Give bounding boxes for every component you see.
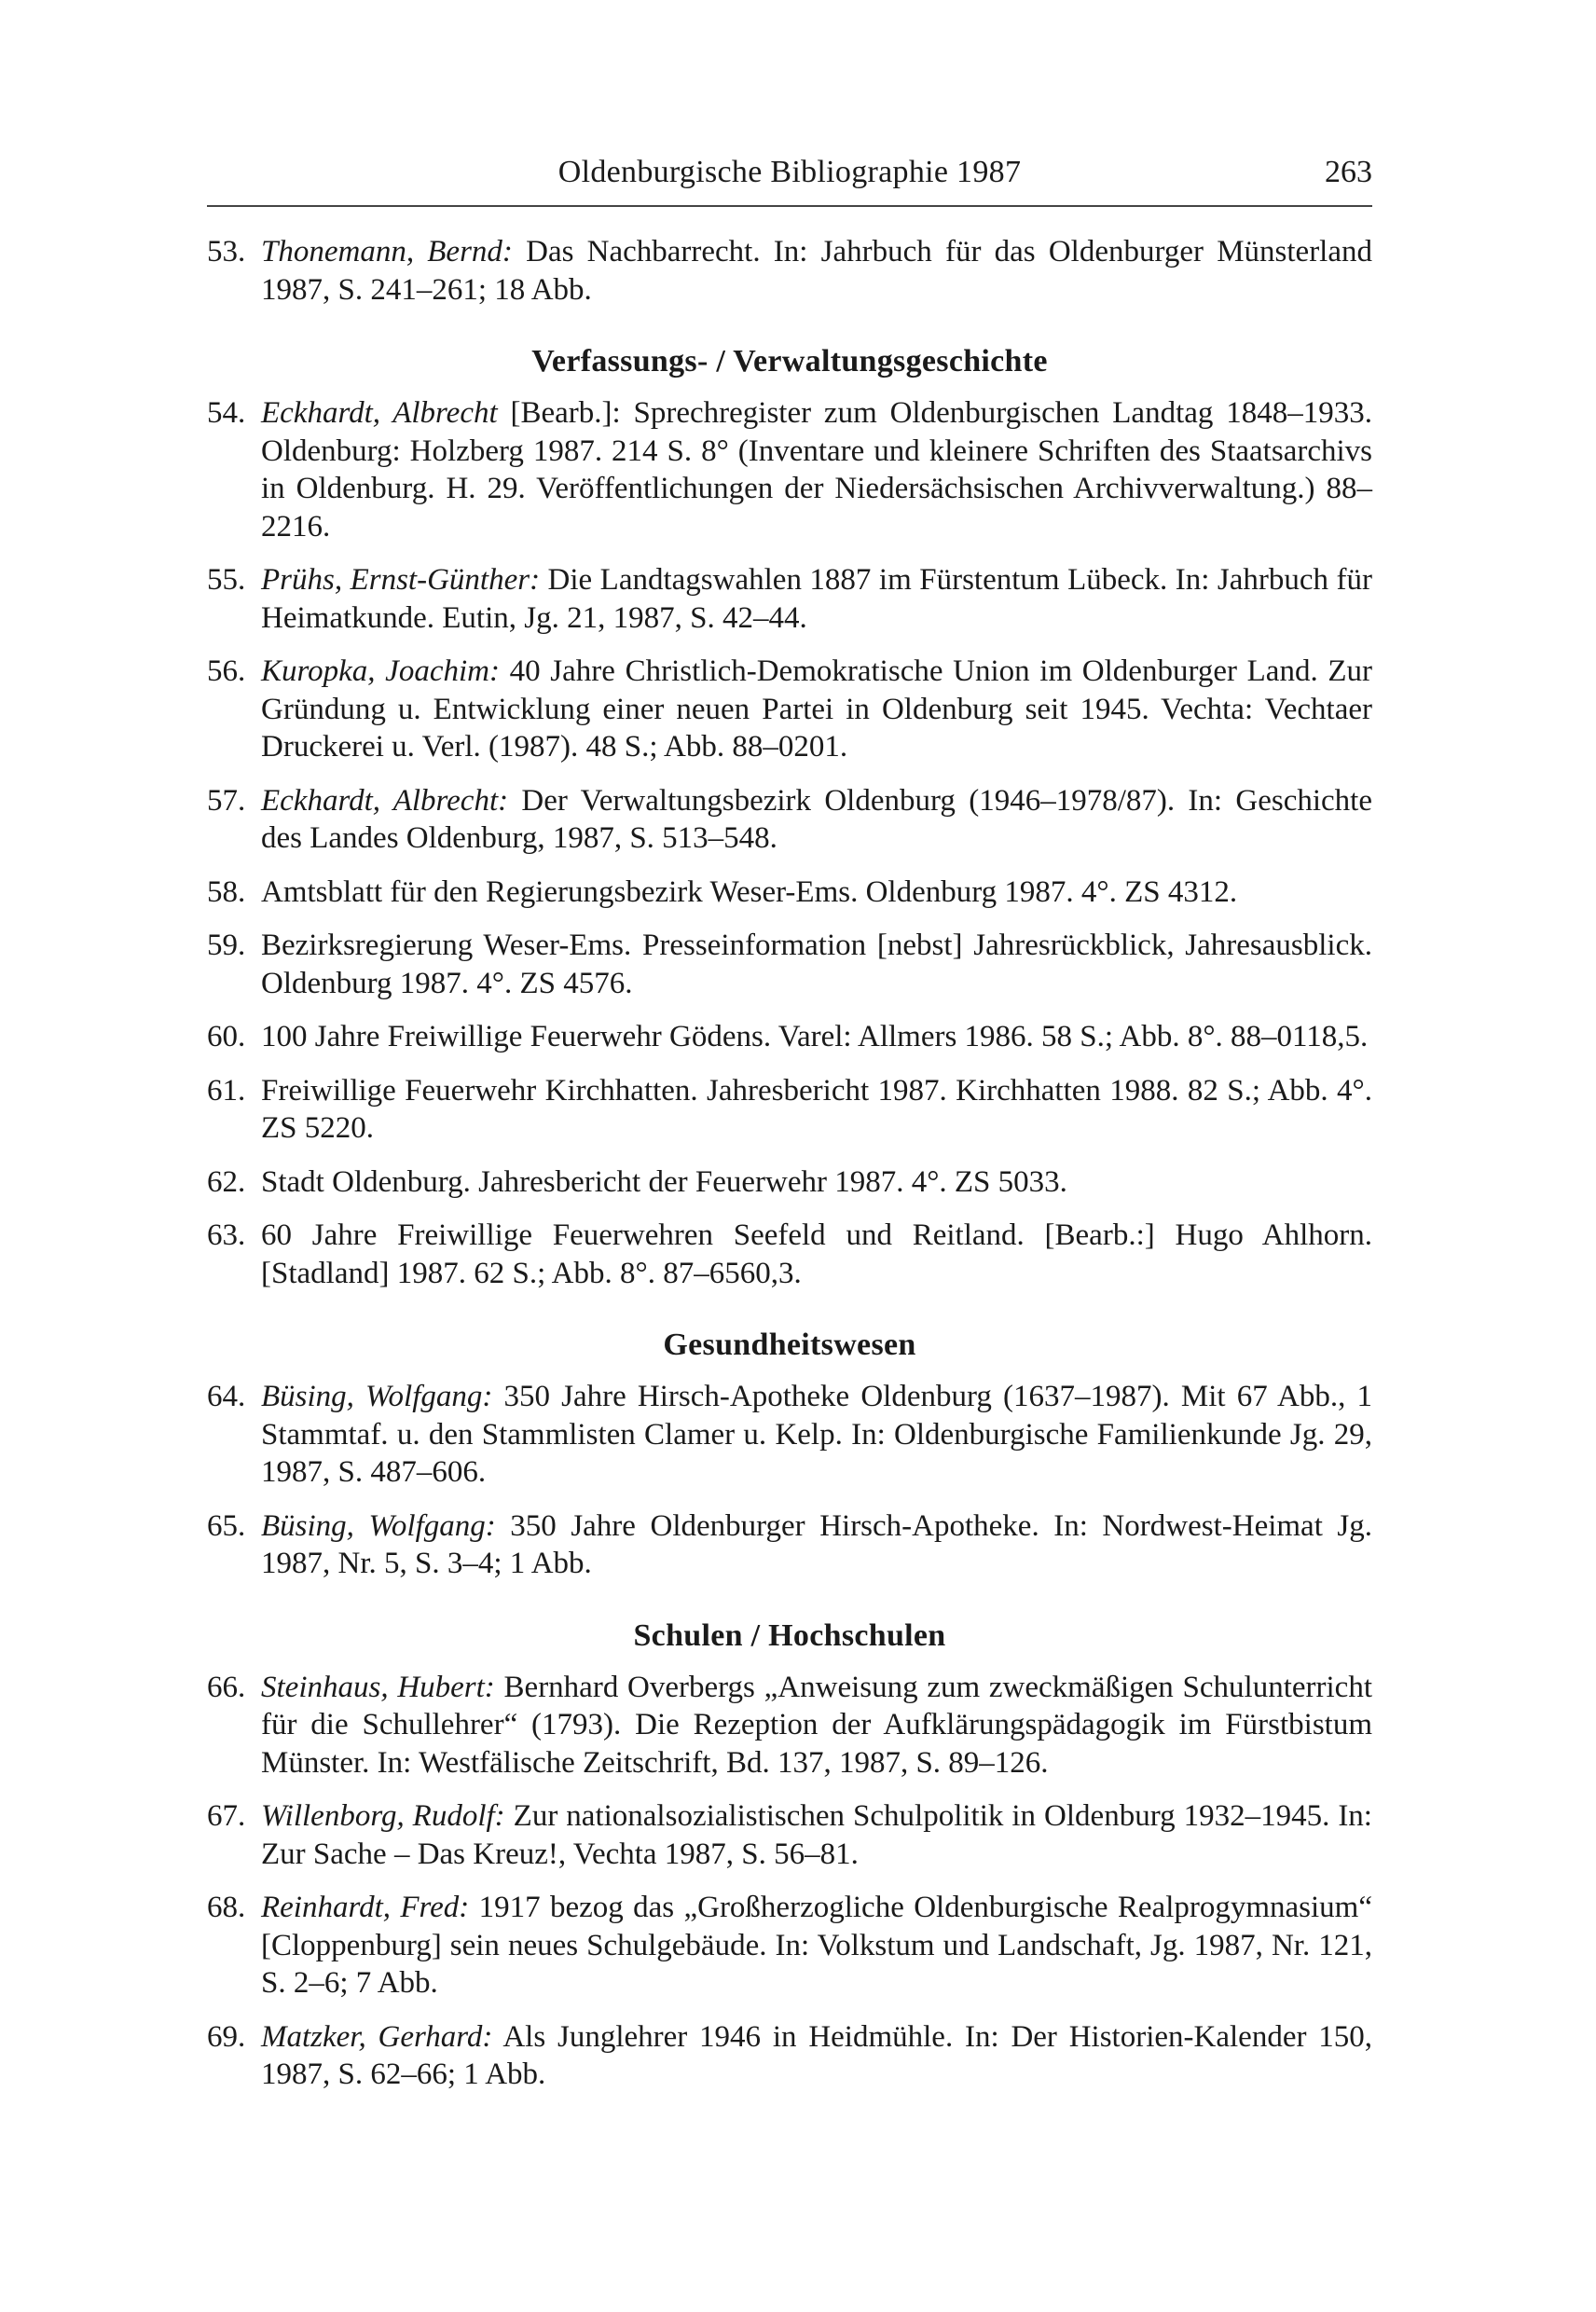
entry-number: 53. xyxy=(207,235,246,268)
entry-author: Steinhaus, Hubert: xyxy=(261,1670,495,1704)
entry-body xyxy=(261,1072,1372,1148)
page-number: 263 xyxy=(1325,155,1372,189)
entry-body xyxy=(261,1797,1372,1873)
entry-text: Als Junglehrer 1946 in Heidmühle. In: Der Historien-Kalender 150, 1987, S. 62–66; 1 Abb. xyxy=(261,2019,1372,2091)
bibliography-entry xyxy=(207,782,1372,858)
section-heading: Verfassungs- / Verwaltungsgeschichte xyxy=(531,344,1048,378)
entry-body xyxy=(261,1889,1372,2002)
entry-body xyxy=(261,927,1372,1002)
entry-author: Eckhardt, Albrecht xyxy=(261,396,498,430)
bibliography-entry xyxy=(207,1889,1372,2002)
entry-body xyxy=(261,1217,1372,1292)
entry-author: Matzker, Gerhard: xyxy=(261,2019,493,2054)
entry-text: 350 Jahre Hirsch-Apotheke Oldenburg (1637–1987). Mit 67 Abb., 1 Stammtaf. u. den Stammlisten Clamer u. Kelp. In: Oldenburgische Familienkunde Jg. 29, 1987, S. 487–606. xyxy=(261,1380,1372,1489)
bibliography-entry xyxy=(207,394,1372,545)
entry-number: 64. xyxy=(207,1380,246,1413)
entry-body xyxy=(261,1669,1372,1782)
entry-text: [Bearb.]: Sprechregister zum Oldenburgischen Landtag 1848–1933. Oldenburg: Holzberg 1987. 214 S. 8° (Inventare und kleinere Schriften des Staatsarchivs in Oldenburg. H. 29. Veröffentlichungen der Niedersächsischen Archivverwaltung.) 88–2216. xyxy=(261,396,1372,544)
entry-number: 62. xyxy=(207,1164,246,1199)
entry-body xyxy=(261,1163,1372,1202)
entry-author: Prühs, Ernst-Günther: xyxy=(261,563,541,597)
bibliography-entry xyxy=(207,561,1372,637)
entry-text: Der Verwaltungsbezirk Oldenburg (1946–1978/87). In: Geschichte des Landes Oldenburg, 1987, S. 513–548. xyxy=(261,783,1372,855)
entry-text: 350 Jahre Oldenburger Hirsch-Apotheke. In: Nordwest-Heimat Jg. 1987, Nr. 5, S. 3–4; 1 Abb. xyxy=(261,1508,1372,1580)
entry-body xyxy=(261,2018,1372,2094)
entry-number: 59. xyxy=(207,929,246,962)
entry-body xyxy=(261,1507,1372,1583)
bibliography-entry xyxy=(207,1507,1372,1583)
bibliography-list xyxy=(207,233,1372,2110)
entry-author: Büsing, Wolfgang: xyxy=(261,1508,496,1543)
entry-number: 66. xyxy=(207,1670,246,1704)
bibliography-entry xyxy=(207,1797,1372,1873)
bibliography-entry xyxy=(207,1163,1372,1202)
entry-number: 57. xyxy=(207,783,246,818)
entry-body xyxy=(261,874,1372,912)
bibliography-entry xyxy=(207,927,1372,1002)
entry-body xyxy=(261,394,1372,545)
entry-body xyxy=(261,1378,1372,1492)
entry-body xyxy=(261,653,1372,766)
entry-body xyxy=(261,1018,1372,1056)
entry-number: 68. xyxy=(207,1891,246,1924)
entry-text: 60 Jahre Freiwillige Feuerwehren Seefeld und Reitland. [Bearb.:] Hugo Ahlhorn. [Stadland] 1987. 62 S.; Abb. 8°. 87–6560,3. xyxy=(261,1218,1372,1290)
entry-author: Thonemann, Bernd: xyxy=(261,235,513,268)
bibliography-entry xyxy=(207,2018,1372,2094)
bibliography-entry xyxy=(207,653,1372,766)
entry-number: 58. xyxy=(207,874,246,909)
entry-number: 56. xyxy=(207,654,246,688)
entry-text: Freiwillige Feuerwehr Kirchhatten. Jahresbericht 1987. Kirchhatten 1988. 82 S.; Abb. 4°. ZS 5220. xyxy=(261,1073,1372,1145)
entry-text: Bezirksregierung Weser-Ems. Presseinformation [nebst] Jahresrückblick, Jahresausblick. Oldenburg 1987. 4°. ZS 4576. xyxy=(261,929,1372,1000)
entry-body xyxy=(261,233,1372,309)
section-heading: Schulen / Hochschulen xyxy=(633,1617,946,1653)
entry-number: 69. xyxy=(207,2019,246,2054)
bibliography-entry xyxy=(207,1072,1372,1148)
entry-number: 54. xyxy=(207,396,246,430)
bibliography-entry xyxy=(207,1217,1372,1292)
bibliography-entry xyxy=(207,1018,1372,1056)
entry-author: Reinhardt, Fred: xyxy=(261,1891,470,1924)
entry-author: Willenborg, Rudolf: xyxy=(261,1799,505,1833)
entry-text: Die Landtagswahlen 1887 im Fürstentum Lübeck. In: Jahrbuch für Heimatkunde. Eutin, Jg. 21, 1987, S. 42–44. xyxy=(261,563,1372,635)
entry-text: 1917 bezog das „Großherzogliche Oldenburgische Realprogymnasium“ [Cloppenburg] sein neues Schulgebäude. In: Volkstum und Landschaft, Jg. 1987, Nr. 121, S. 2–6; 7 Abb. xyxy=(261,1891,1372,2000)
entry-body xyxy=(261,561,1372,637)
entry-text: Das Nachbarrecht. In: Jahrbuch für das Oldenburger Münsterland 1987, S. 241–261; 18 Abb. xyxy=(261,235,1372,307)
bibliography-entry xyxy=(207,1378,1372,1492)
entry-body xyxy=(261,782,1372,858)
entry-text: Stadt Oldenburg. Jahresbericht der Feuerwehr 1987. 4°. ZS 5033. xyxy=(261,1164,1067,1199)
entry-text: Amtsblatt für den Regierungsbezirk Weser-Ems. Oldenburg 1987. 4°. ZS 4312. xyxy=(261,874,1238,909)
entry-number: 60. xyxy=(207,1020,246,1053)
entry-text: 100 Jahre Freiwillige Feuerwehr Gödens. Varel: Allmers 1986. 58 S.; Abb. 8°. 88–0118,5. xyxy=(261,1020,1369,1053)
bibliography-entry xyxy=(207,1669,1372,1782)
running-title: Oldenburgische Bibliographie 1987 xyxy=(557,155,1022,189)
entry-author: Eckhardt, Albrecht: xyxy=(261,783,509,818)
entry-author: Kuropka, Joachim: xyxy=(261,654,500,688)
entry-number: 55. xyxy=(207,563,246,597)
entry-number: 65. xyxy=(207,1508,246,1543)
bibliography-entry xyxy=(207,233,1372,309)
bibliography-entry xyxy=(207,874,1372,912)
entry-author: Büsing, Wolfgang: xyxy=(261,1380,493,1413)
running-header xyxy=(207,149,1372,207)
entry-number: 63. xyxy=(207,1218,246,1252)
entry-number: 67. xyxy=(207,1799,246,1833)
section-heading: Gesundheitswesen xyxy=(663,1328,916,1362)
entry-text: Zur nationalsozialistischen Schulpolitik in Oldenburg 1932–1945. In: Zur Sache – Das Kreuz!, Vechta 1987, S. 56–81. xyxy=(261,1799,1372,1871)
entry-text: Bernhard Overbergs „Anweisung zum zweckmäßigen Schulunterricht für die Schullehrer“ (1793). Die Rezeption der Aufklärungspädagogik im Fürstbistum Münster. In: Westfälische Zeitschrift, Bd. 137, 1987, S. 89–126. xyxy=(261,1670,1372,1780)
entry-text: 40 Jahre Christlich-Demokratische Union im Oldenburger Land. Zur Gründung u. Entwicklung einer neuen Partei in Oldenburg seit 1945. Vechta: Vechtaer Druckerei u. Verl. (1987). 48 S.; Abb. 88–0201. xyxy=(261,654,1372,764)
entry-number: 61. xyxy=(207,1073,246,1108)
